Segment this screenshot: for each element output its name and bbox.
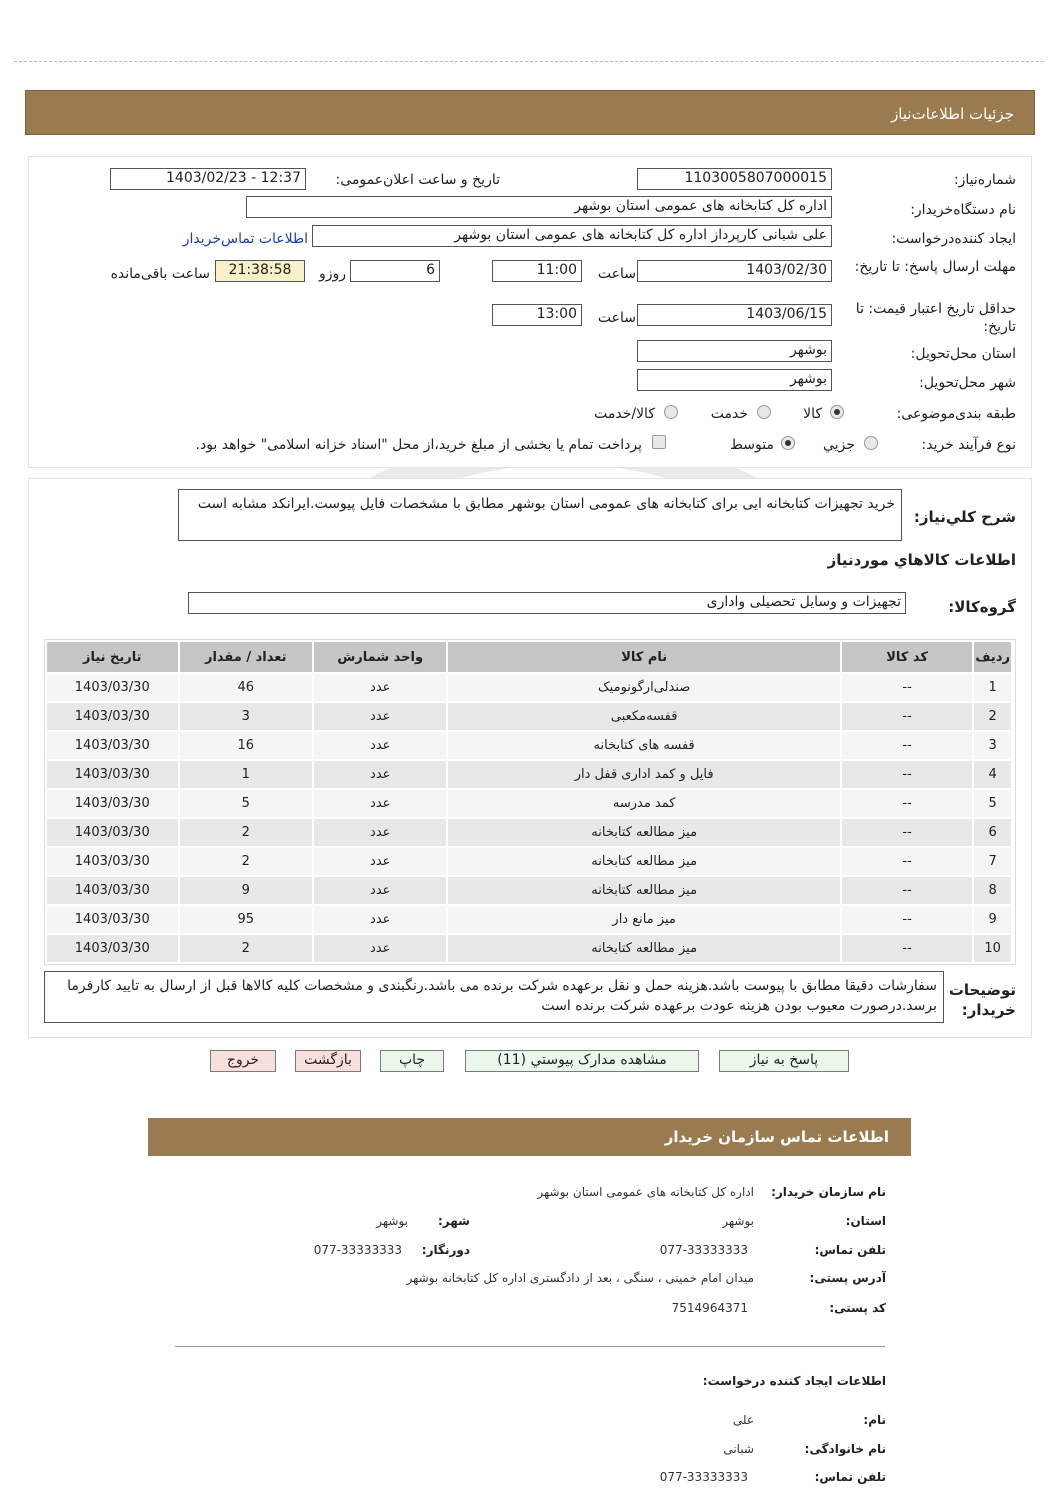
contact-city-value: بوشهر: [376, 1214, 408, 1228]
table-row: [47, 877, 1011, 904]
table-row: [47, 848, 1011, 875]
row-number-cell: 6: [974, 819, 1011, 846]
quantity-cell: 9: [180, 877, 312, 904]
item-code-cell: --: [842, 848, 972, 875]
requester-family-value: شبانی: [723, 1442, 754, 1456]
unit-cell: عدد: [314, 732, 446, 759]
unit-cell: عدد: [314, 703, 446, 730]
requester-label: ایجاد کننده‌درخواست:: [891, 231, 1016, 247]
item-code-cell: --: [842, 732, 972, 759]
item-name-cell: فایل و کمد اداری قفل دار: [448, 761, 839, 788]
announce-datetime-field[interactable]: 1403/02/23 - 12:37: [110, 168, 306, 190]
reply-hour-label: ساعت: [597, 266, 636, 282]
hours-remaining-label: ساعت باقی‌مانده: [110, 266, 210, 282]
row-number-cell: 4: [974, 761, 1011, 788]
contact-province-value: بوشهر: [722, 1214, 754, 1228]
unit-cell: عدد: [314, 877, 446, 904]
requester-name-value: علی: [732, 1413, 754, 1427]
need-date-cell: 1403/03/30: [47, 819, 178, 846]
days-and-label: روزو: [318, 266, 346, 282]
exit-button[interactable]: خروج: [210, 1050, 276, 1072]
table-row: [47, 674, 1011, 701]
buyer-org-label: نام دستگاه‌خریدار:: [910, 202, 1016, 218]
validity-date-field[interactable]: 1403/06/15: [637, 304, 832, 326]
table-row: [47, 935, 1011, 962]
page-header: [25, 90, 1035, 135]
need-date-cell: 1403/03/30: [47, 761, 178, 788]
delivery-province-field[interactable]: بوشهر: [637, 340, 832, 362]
col-date-header: تاریخ نیاز: [47, 642, 178, 672]
goods-group-field[interactable]: تجهیزات و وسایل تحصیلی واداری: [188, 592, 906, 614]
contact-address-value: میدان امام خمینی ، سنگی ، بعد از دادگستری اداره کل کتابخانه بوشهر: [406, 1271, 754, 1285]
attachments-button[interactable]: مشاهده مدارک پیوستي (11): [465, 1050, 699, 1072]
item-name-cell: میز مانع دار: [448, 906, 839, 933]
contact-fax-label: دورنگار:: [421, 1243, 470, 1257]
category-label: طبقه بندی‌موضوعی:: [896, 406, 1016, 422]
contact-address-label: آدرس پستی:: [809, 1271, 886, 1285]
need-date-cell: 1403/03/30: [47, 703, 178, 730]
contact-postal-value: 7514964371: [671, 1301, 748, 1315]
purchase-medium-radio[interactable]: [781, 436, 795, 450]
contact-org-label: نام سازمان خریدار:: [771, 1185, 886, 1199]
unit-cell: عدد: [314, 848, 446, 875]
reply-deadline-label: مهلت ارسال پاسخ: تا تاریخ:: [854, 259, 1016, 275]
purchase-medium-label: متوسط: [730, 437, 774, 453]
requester-name-label: نام:: [863, 1413, 886, 1427]
item-name-cell: میز مطالعه کتابخانه: [448, 877, 839, 904]
contact-header: [148, 1118, 911, 1156]
quantity-cell: 5: [180, 790, 312, 817]
col-name-header: نام کالا: [448, 642, 839, 672]
row-number-cell: 8: [974, 877, 1011, 904]
reply-button[interactable]: پاسخ به نیاز: [719, 1050, 849, 1072]
contact-divider: [175, 1346, 885, 1347]
print-button[interactable]: چاپ: [380, 1050, 444, 1072]
delivery-city-field[interactable]: بوشهر: [637, 369, 832, 391]
goods-group-label: گروه‌کالا:: [948, 598, 1016, 616]
items-table-wrapper: [44, 639, 1016, 965]
buyer-notes-field[interactable]: سفارشات دقیقا مطابق با پیوست باشد.هزینه حمل و نقل برعهده شرکت برنده می باشد.رنگبندی و مشخصات کلیه کالاها قبل از ارسال به تایید کارفرما برسد.درصورت معیوب بودن هزینه عودت برعهده شرکت برنده است: [44, 971, 944, 1023]
item-code-cell: --: [842, 790, 972, 817]
col-qty-header: تعداد / مقدار: [180, 642, 312, 672]
need-date-cell: 1403/03/30: [47, 848, 178, 875]
category-goods-service-label: کالا/خدمت: [594, 406, 655, 422]
treasury-payment-checkbox[interactable]: [652, 435, 666, 449]
quantity-cell: 2: [180, 819, 312, 846]
table-row: [47, 703, 1011, 730]
table-header-row: [47, 642, 1011, 672]
row-number-cell: 9: [974, 906, 1011, 933]
purchase-type-label: نوع فرآیند خرید:: [921, 437, 1016, 453]
need-date-cell: 1403/03/30: [47, 935, 178, 962]
item-name-cell: کمد مدرسه: [448, 790, 839, 817]
quantity-cell: 2: [180, 935, 312, 962]
item-name-cell: میز مطالعه کتابخانه: [448, 819, 839, 846]
quantity-cell: 3: [180, 703, 312, 730]
treasury-payment-note: پرداخت تمام یا بخشی از مبلغ خرید،از محل "اسناد خزانه اسلامی" خواهد بود.: [195, 437, 642, 453]
item-code-cell: --: [842, 703, 972, 730]
item-code-cell: --: [842, 761, 972, 788]
col-unit-header: واحد شمارش: [314, 642, 446, 672]
col-code-header: کد کالا: [842, 642, 972, 672]
need-date-cell: 1403/03/30: [47, 906, 178, 933]
table-row: [47, 761, 1011, 788]
category-service-label: خدمت: [710, 406, 748, 422]
item-name-cell: صندلی‌ارگونومیک: [448, 674, 839, 701]
unit-cell: عدد: [314, 906, 446, 933]
table-row: [47, 790, 1011, 817]
row-number-cell: 3: [974, 732, 1011, 759]
requester-phone-value: 077-33333333: [659, 1470, 748, 1484]
item-name-cell: میز مطالعه کتابخانه: [448, 935, 839, 962]
contact-province-label: استان:: [845, 1214, 886, 1228]
category-goods-radio[interactable]: [830, 405, 844, 419]
validity-hour-label: ساعت: [597, 310, 636, 326]
row-number-cell: 5: [974, 790, 1011, 817]
quantity-cell: 1: [180, 761, 312, 788]
items-table: [45, 640, 1013, 964]
category-goods-service-radio[interactable]: [664, 405, 678, 419]
quantity-cell: 95: [180, 906, 312, 933]
requester-family-label: نام خانوادگی:: [804, 1442, 886, 1456]
contact-postal-label: کد پستی:: [829, 1301, 886, 1315]
need-number-label: شماره‌نیاز:: [953, 172, 1016, 188]
unit-cell: عدد: [314, 674, 446, 701]
item-name-cell: قفسه‌مکعبی: [448, 703, 839, 730]
col-row-header: ردیف: [974, 642, 1011, 672]
purchase-minor-label: جزيي: [823, 437, 855, 453]
contact-phone-label: تلفن تماس:: [814, 1243, 886, 1257]
row-number-cell: 7: [974, 848, 1011, 875]
purchase-minor-radio[interactable]: [864, 436, 878, 450]
announce-datetime-label: تاریخ و ساعت اعلان‌عمومی:: [335, 172, 500, 188]
remaining-time-field: 21:38:58: [215, 260, 305, 282]
buyer-org-field[interactable]: اداره کل کتابخانه های عمومی استان بوشهر: [246, 196, 832, 218]
unit-cell: عدد: [314, 819, 446, 846]
need-date-cell: 1403/03/30: [47, 877, 178, 904]
item-name-cell: قفسه های کتابخانه: [448, 732, 839, 759]
item-code-cell: --: [842, 674, 972, 701]
delivery-province-label: استان محل‌تحویل:: [910, 346, 1016, 362]
need-summary-field[interactable]: خرید تجهیزات کتابخانه ایی برای کتابخانه های عمومی استان بوشهر مطابق با مشخصات فایل پیوست.ایرانکد مشابه است: [178, 489, 902, 541]
reply-date-field[interactable]: 1403/02/30: [637, 260, 832, 282]
buyer-contact-link[interactable]: اطلاعات تماس‌خریدار: [182, 231, 308, 247]
item-name-cell: میز مطالعه کتابخانه: [448, 848, 839, 875]
requester-phone-label: تلفن تماس:: [814, 1470, 886, 1484]
unit-cell: عدد: [314, 761, 446, 788]
top-divider: [14, 61, 1044, 62]
quantity-cell: 2: [180, 848, 312, 875]
need-number-field[interactable]: 1103005807000015: [637, 168, 832, 190]
table-row: [47, 819, 1011, 846]
delivery-city-label: شهر محل‌تحویل:: [919, 375, 1016, 391]
contact-title: اطلاعات تماس سازمان خریدار: [664, 1128, 889, 1146]
back-button[interactable]: بازگشت: [295, 1050, 361, 1072]
goods-info-heading: اطلاعات کالاهاي موردنیاز: [827, 551, 1016, 569]
requester-info-title: اطلاعات ایجاد کننده درخواست:: [702, 1374, 886, 1388]
buyer-notes-label: توضیحات خریدار:: [948, 981, 1016, 1019]
item-code-cell: --: [842, 935, 972, 962]
row-number-cell: 2: [974, 703, 1011, 730]
contact-org-value: اداره کل کتابخانه های عمومی استان بوشهر: [537, 1185, 754, 1199]
category-goods-label: کالا: [803, 406, 822, 422]
need-date-cell: 1403/03/30: [47, 674, 178, 701]
table-row: [47, 732, 1011, 759]
requester-field[interactable]: علی شبانی کارپرداز اداره کل کتابخانه های عمومی استان بوشهر: [312, 225, 832, 247]
price-validity-label: حداقل تاریخ اعتبار قیمت: تا تاریخ:: [855, 301, 1016, 335]
table-row: [47, 906, 1011, 933]
row-number-cell: 1: [974, 674, 1011, 701]
validity-time-field[interactable]: 13:00: [492, 304, 582, 326]
contact-city-label: شهر:: [438, 1214, 470, 1228]
days-remaining-field[interactable]: 6: [350, 260, 440, 282]
contact-phone-value: 077-33333333: [659, 1243, 748, 1257]
item-code-cell: --: [842, 877, 972, 904]
contact-fax-value: 077-33333333: [313, 1243, 402, 1257]
page-title: جزئیات اطلاعات‌نیاز: [891, 105, 1014, 123]
need-summary-label: شرح کلي‌نیاز:: [913, 508, 1016, 526]
item-code-cell: --: [842, 819, 972, 846]
quantity-cell: 46: [180, 674, 312, 701]
category-service-radio[interactable]: [757, 405, 771, 419]
need-date-cell: 1403/03/30: [47, 732, 178, 759]
row-number-cell: 10: [974, 935, 1011, 962]
unit-cell: عدد: [314, 935, 446, 962]
item-code-cell: --: [842, 906, 972, 933]
reply-time-field[interactable]: 11:00: [492, 260, 582, 282]
quantity-cell: 16: [180, 732, 312, 759]
need-date-cell: 1403/03/30: [47, 790, 178, 817]
unit-cell: عدد: [314, 790, 446, 817]
